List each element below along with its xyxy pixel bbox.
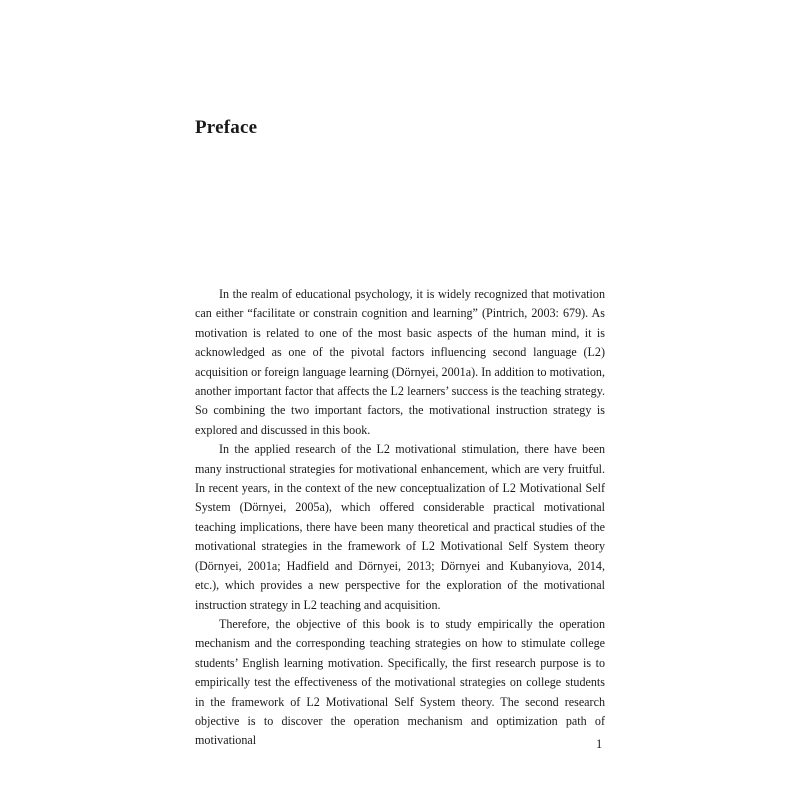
page-number: 1: [596, 737, 603, 751]
paragraph-1: In the realm of educational psychology, it is widely recognized that motivation can either “facilitate or constrain cognition and learning” (Pintrich, 2003: 679). As motivation is related to one of the most basic aspects of the human mind, it is acknowledged as one of the pivotal factors influencing second language (L2) acquisition or foreign language learning (Dörnyei, 2001a). In addition to motivation, another important factor that affects the L2 learners’ success is the teaching strategy. So combining the two important factors, the motivational instruction strategy is explored and discussed in this book.: [195, 287, 605, 437]
paragraph-2: In the applied research of the L2 motivational stimulation, there have been many instructional strategies for motivational enhancement, which are very fruitful. In recent years, in the context of the new conceptualization of L2 Motivational Self System (Dörnyei, 2005a), which offered considerable practical motivational teaching implications, there have been many theoretical and practical studies of the motivational strategies in the framework of L2 Motivational Self System theory (Dörnyei, 2001a; Hadfield and Dörnyei, 2013; Dörnyei and Kubanyiova, 2014, etc.), which provides a new perspective for the exploration of the motivational instruction strategy in L2 teaching and acquisition.: [195, 442, 605, 612]
body-text: [195, 285, 605, 751]
paragraph-3: Therefore, the objective of this book is to study empirically the operation mechanism and the corresponding teaching strategies on how to stimulate college students’ English learning motivation. Specifically, the first research purpose is to empirically test the effectiveness of the motivational strategies on college students in the framework of L2 Motivational Self System theory. The second research objective is to discover the operation mechanism and optimization path of motivational: [195, 616, 605, 748]
chapter-heading: Preface: [195, 117, 258, 138]
